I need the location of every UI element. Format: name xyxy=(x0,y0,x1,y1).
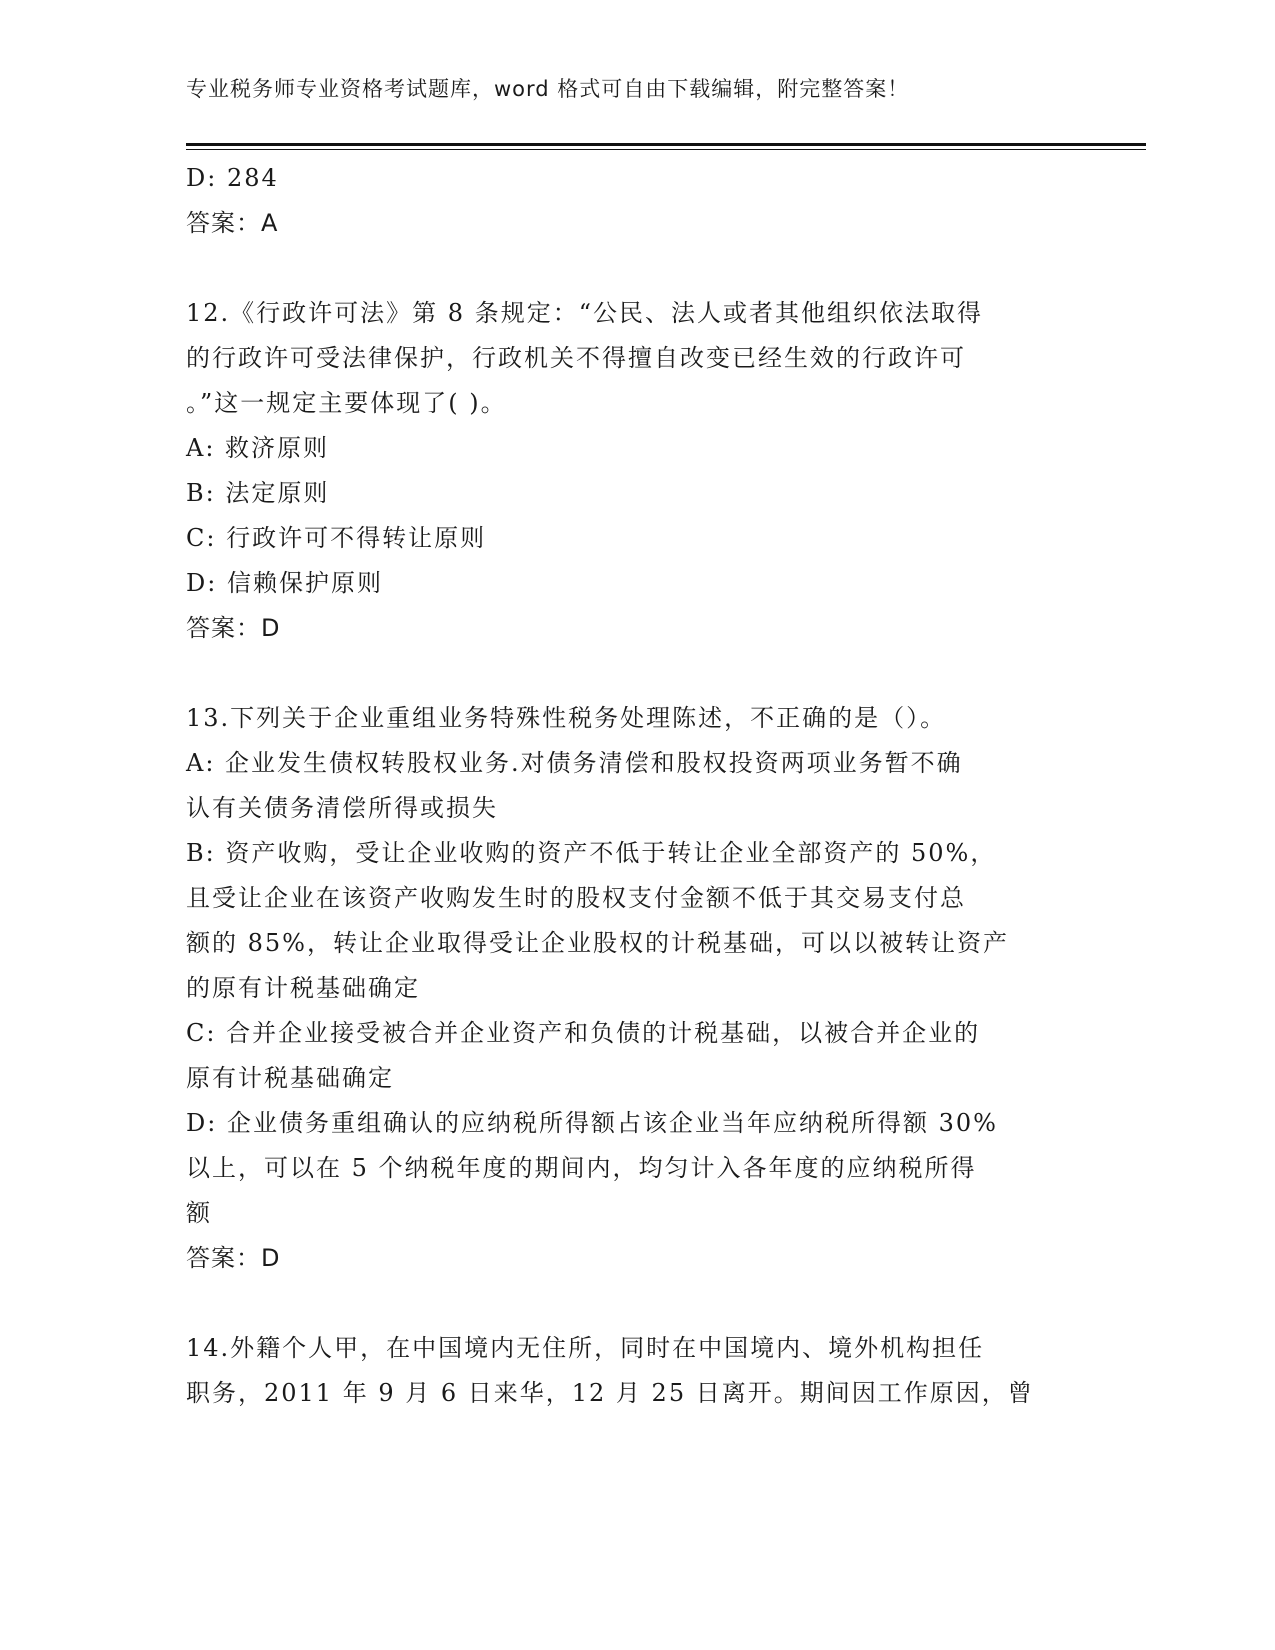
answer-line: 答案：A xyxy=(186,209,279,237)
text-line: 且受让企业在该资产收购发生时的股权支付金额不低于其交易支付总 xyxy=(186,884,966,912)
answer-line: 答案：D xyxy=(186,1244,281,1272)
text-line: 额的 85%，转让企业取得受让企业股权的计税基础，可以以被转让资产 xyxy=(186,929,1009,957)
paragraph-gap xyxy=(186,246,1076,291)
text-line: 的行政许可受法律保护，行政机关不得擅自改变已经生效的行政许可 xyxy=(186,344,966,372)
text-line: B: 法定原则 xyxy=(186,479,330,507)
header-divider-thin xyxy=(186,149,1146,150)
text-line: 14.外籍个人甲，在中国境内无住所，同时在中国境内、境外机构担任 xyxy=(186,1334,985,1362)
text-line: 职务，2011 年 9 月 6 日来华，12 月 25 日离开。期间因工作原因，曾 xyxy=(186,1379,1034,1407)
paragraph-gap xyxy=(186,651,1076,696)
text-line: 以上，可以在 5 个纳税年度的期间内，均匀计入各年度的应纳税所得 xyxy=(186,1154,977,1182)
paragraph-gap xyxy=(186,1281,1076,1326)
text-line: 的原有计税基础确定 xyxy=(186,974,420,1002)
text-line: 认有关债务清偿所得或损失 xyxy=(186,794,498,822)
text-line: 原有计税基础确定 xyxy=(186,1064,394,1092)
text-line: A: 救济原则 xyxy=(186,434,330,462)
answer-line: 答案：D xyxy=(186,614,281,642)
text-line: A: 企业发生债权转股权业务.对债务清偿和股权投资两项业务暂不确 xyxy=(186,749,963,777)
text-line: B: 资产收购，受让企业收购的资产不低于转让企业全部资产的 50%， xyxy=(186,839,997,867)
text-line: C: 行政许可不得转让原则 xyxy=(186,524,487,552)
text-line: D: 284 xyxy=(186,164,279,192)
text-line: 13.下列关于企业重组业务特殊性税务处理陈述，不正确的是（）。 xyxy=(186,704,947,732)
page-header-title: 专业税务师专业资格考试题库，word 格式可自由下载编辑，附完整答案！ xyxy=(186,77,910,101)
text-line: D: 企业债务重组确认的应纳税所得额占该企业当年应纳税所得额 30% xyxy=(186,1109,998,1137)
document-body xyxy=(186,156,1076,1416)
header-divider-thick xyxy=(186,143,1146,146)
text-line: C: 合并企业接受被合并企业资产和负债的计税基础，以被合并企业的 xyxy=(186,1019,981,1047)
text-line: D: 信赖保护原则 xyxy=(186,569,383,597)
text-line: 额 xyxy=(186,1199,212,1227)
text-line: 。”这一规定主要体现了( )。 xyxy=(186,389,507,417)
text-line: 12.《行政许可法》第 8 条规定：“公民、法人或者其他组织依法取得 xyxy=(186,299,983,327)
